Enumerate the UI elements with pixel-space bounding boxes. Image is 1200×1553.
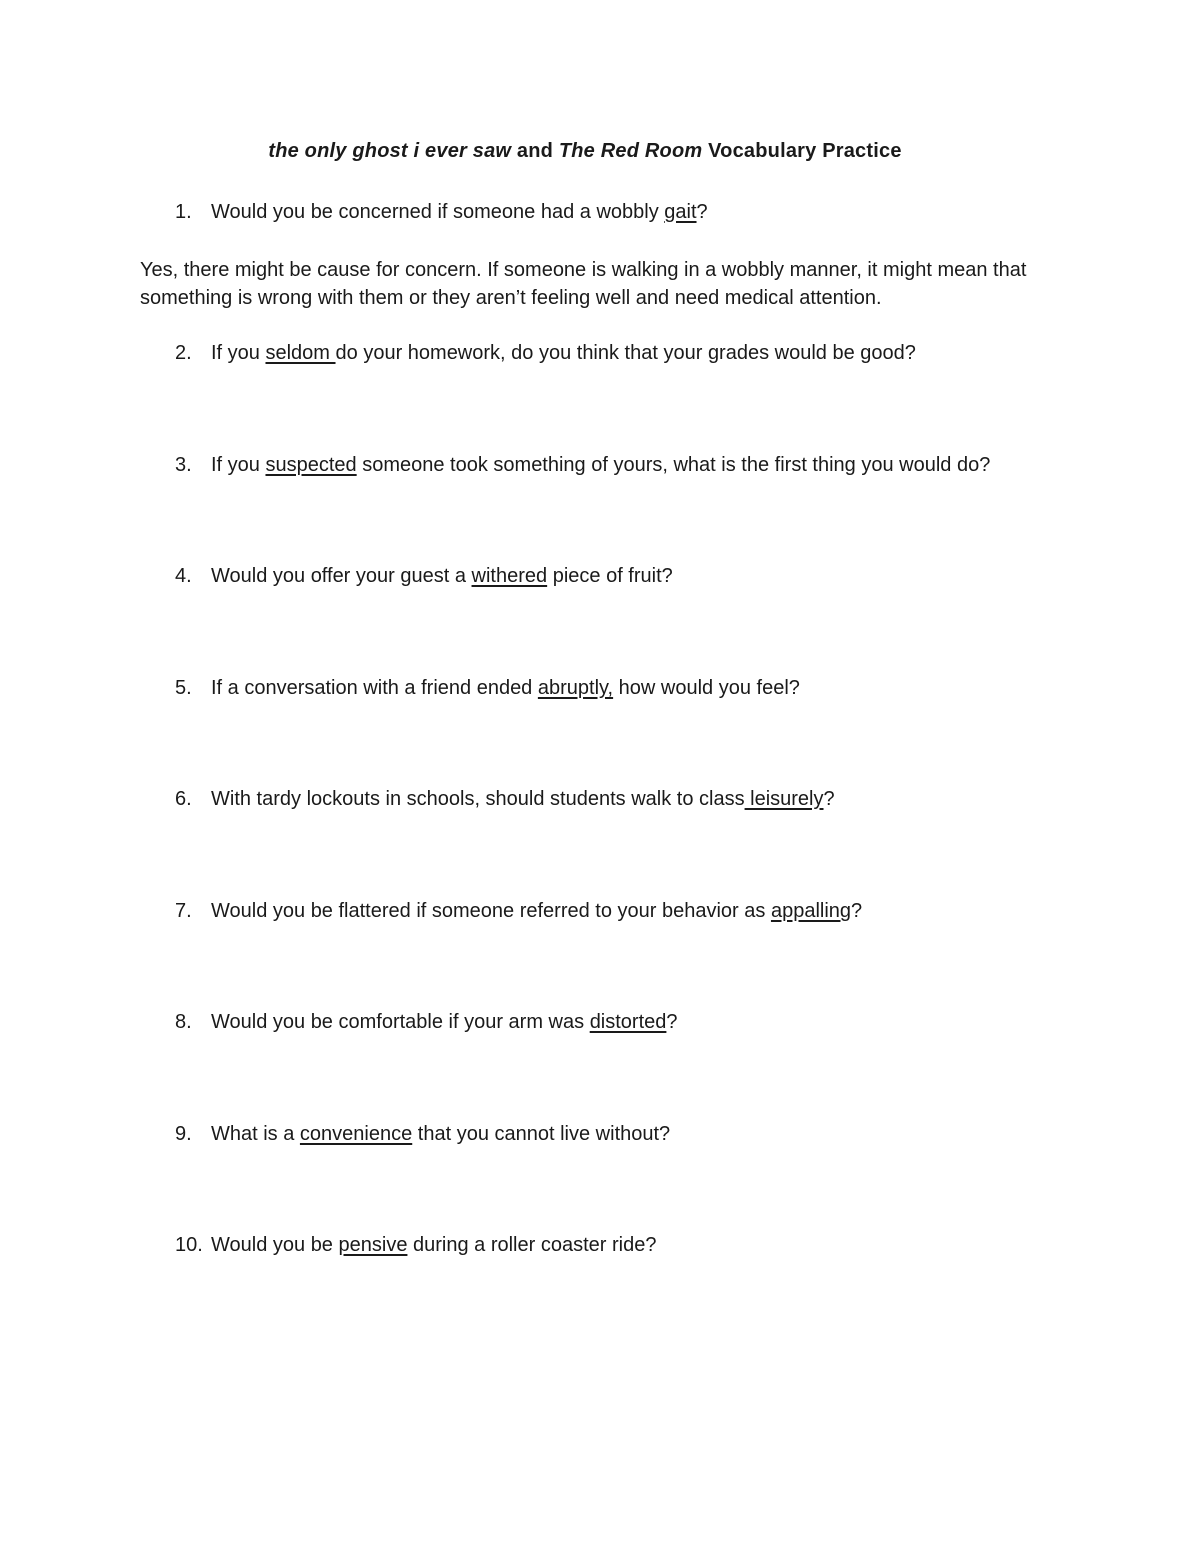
question-number: 3. — [175, 454, 192, 476]
question-number: 4. — [175, 565, 192, 587]
question-text-after: that you cannot live without? — [412, 1123, 671, 1145]
question-text-after: ? — [851, 900, 863, 922]
vocab-word: distorted — [589, 1011, 667, 1033]
question-text-after: ? — [696, 201, 708, 223]
question-number: 2. — [175, 342, 192, 364]
title-story-2: The Red Room — [558, 140, 703, 162]
question-text-after: during a roller coaster ride? — [407, 1234, 657, 1256]
question-text-after: piece of fruit? — [547, 565, 673, 587]
vocab-word: abruptly, — [537, 677, 614, 699]
question-number: 6. — [175, 788, 192, 810]
question-text-before: Would you be concerned if someone had a wobbly — [211, 201, 665, 223]
vocab-word: seldom — [265, 342, 336, 364]
question-text-before: Would you be comfortable if your arm was — [211, 1011, 590, 1033]
question-6 — [175, 786, 835, 812]
vocab-word: gait — [664, 201, 697, 223]
question-number: 8. — [175, 1011, 192, 1033]
question-text-before: If you — [211, 454, 266, 476]
question-10 — [175, 1232, 656, 1258]
vocab-word: appalling — [770, 900, 852, 922]
question-text-before: What is a — [211, 1123, 300, 1145]
worksheet-title — [0, 140, 1170, 163]
vocab-word: convenience — [299, 1123, 413, 1145]
question-9 — [175, 1121, 670, 1147]
question-text-before: If a conversation with a friend ended — [211, 677, 538, 699]
question-text-after: someone took something of yours, what is the first thing you would do? — [356, 454, 991, 476]
question-1 — [175, 199, 708, 225]
question-5 — [175, 675, 800, 701]
question-7 — [175, 898, 862, 924]
question-number: 5. — [175, 677, 192, 699]
question-text-after: do your homework, do you think that your grades would be good? — [335, 342, 916, 364]
question-number: 1. — [175, 201, 192, 223]
question-text-before: With tardy lockouts in schools, should students walk to class — [211, 788, 745, 810]
question-text-before: Would you offer your guest a — [211, 565, 472, 587]
question-8 — [175, 1009, 678, 1035]
vocab-word: suspected — [265, 454, 357, 476]
question-text-before: If you — [211, 342, 266, 364]
vocab-word: pensive — [338, 1234, 408, 1256]
title-and: and — [511, 140, 559, 162]
question-text-after: ? — [666, 1011, 678, 1033]
title-story-1: the only ghost i ever saw — [268, 140, 512, 162]
vocab-word: leisurely — [744, 788, 824, 810]
question-text-after: ? — [823, 788, 835, 810]
title-suffix: Vocabulary Practice — [702, 140, 902, 162]
question-text-before: Would you be flattered if someone referred to your behavior as — [211, 900, 771, 922]
question-text-after: how would you feel? — [613, 677, 800, 699]
vocab-word: withered — [471, 565, 548, 587]
answer-1: Yes, there might be cause for concern. If someone is walking in a wobbly manner, it might mean that something is wrong with them or they aren’t feeling well and need medical attention. — [140, 259, 1027, 309]
question-2 — [175, 340, 916, 366]
question-number: 10. — [175, 1234, 203, 1256]
question-3 — [175, 452, 990, 478]
question-text-before: Would you be — [211, 1234, 339, 1256]
question-number: 9. — [175, 1123, 192, 1145]
question-number: 7. — [175, 900, 192, 922]
question-4 — [175, 563, 673, 589]
